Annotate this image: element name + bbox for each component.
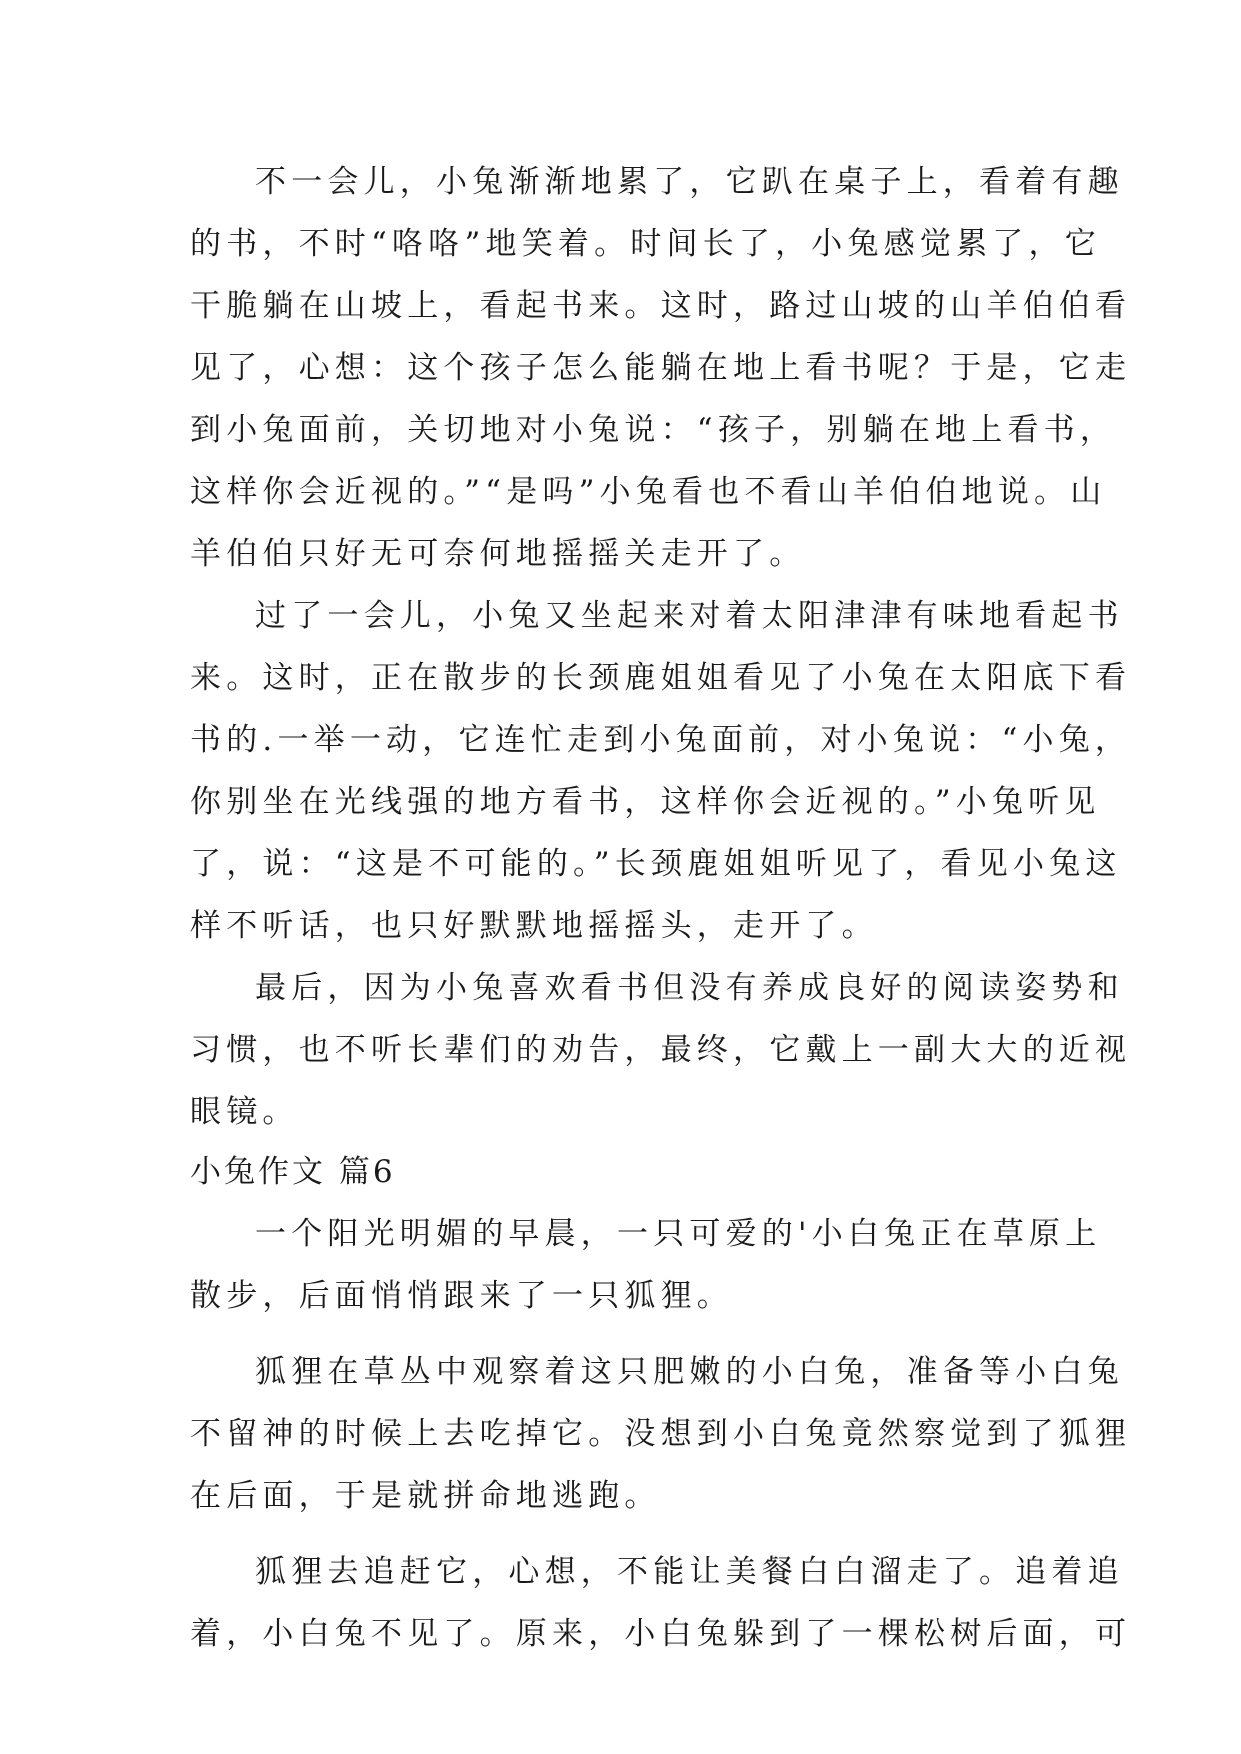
text-line: 散步，后面悄悄跟来了一只狐狸。 <box>190 1278 733 1314</box>
text-line: 习惯，也不听长辈们的劝告，最终，它戴上一副大大的近视 <box>190 1032 1132 1068</box>
text-line: 过了一会儿，小兔又坐起来对着太阳津津有味地看起书 <box>255 598 1124 634</box>
text-line: 狐狸去追赶它，心想，不能让美餐白白溜走了。追着追 <box>255 1554 1124 1590</box>
text-line: 到小兔面前，关切地对小兔说：“孩子，别躺在地上看书， <box>190 412 1117 448</box>
text-line: 羊伯伯只好无可奈何地摇摇关走开了。 <box>190 536 806 572</box>
text-line: 样不听话，也只好默默地摇摇头，走开了。 <box>190 908 878 944</box>
text-line: 见了，心想：这个孩子怎么能躺在地上看书呢？于是，它走 <box>190 350 1132 386</box>
text-line: 最后，因为小兔喜欢看书但没有养成良好的阅读姿势和 <box>255 970 1124 1006</box>
text-line: 来。这时，正在散步的长颈鹿姐姐看见了小兔在太阳底下看 <box>190 660 1132 696</box>
text-line: 狐狸在草丛中观察着这只肥嫩的小白兔，准备等小白兔 <box>255 1354 1124 1390</box>
text-line: 眼镜。 <box>190 1094 299 1130</box>
text-line: 你别坐在光线强的地方看书，这样你会近视的。”小兔听见 <box>190 784 1101 820</box>
text-line: 在后面，于是就拼命地逃跑。 <box>190 1478 661 1514</box>
text-line: 了，说：“这是不可能的。”长颈鹿姐姐听见了，看见小兔这 <box>190 846 1122 882</box>
text-line: 这样你会近视的。”“是吗”小兔看也不看山羊伯伯地说。山 <box>190 474 1107 510</box>
text-line: 不留神的时候上去吃掉它。没想到小白兔竟然察觉到了狐狸 <box>190 1416 1132 1452</box>
text-line: 一个阳光明媚的早晨，一只可爱的'小白兔正在草原上 <box>255 1216 1102 1252</box>
text-line: 不一会儿，小兔渐渐地累了，它趴在桌子上，看着有趣 <box>255 164 1124 200</box>
text-line: 的书，不时“咯咯”地笑着。时间长了，小兔感觉累了，它 <box>190 226 1101 262</box>
text-line: 书的.一举一动，它连忙走到小兔面前，对小兔说：“小兔， <box>190 722 1132 758</box>
text-line: 着，小白兔不见了。原来，小白兔躲到了一棵松树后面，可 <box>190 1616 1132 1652</box>
text-line: 干脆躺在山坡上，看起书来。这时，路过山坡的山羊伯伯看 <box>190 288 1132 324</box>
section-heading: 小兔作文 篇6 <box>190 1154 396 1190</box>
